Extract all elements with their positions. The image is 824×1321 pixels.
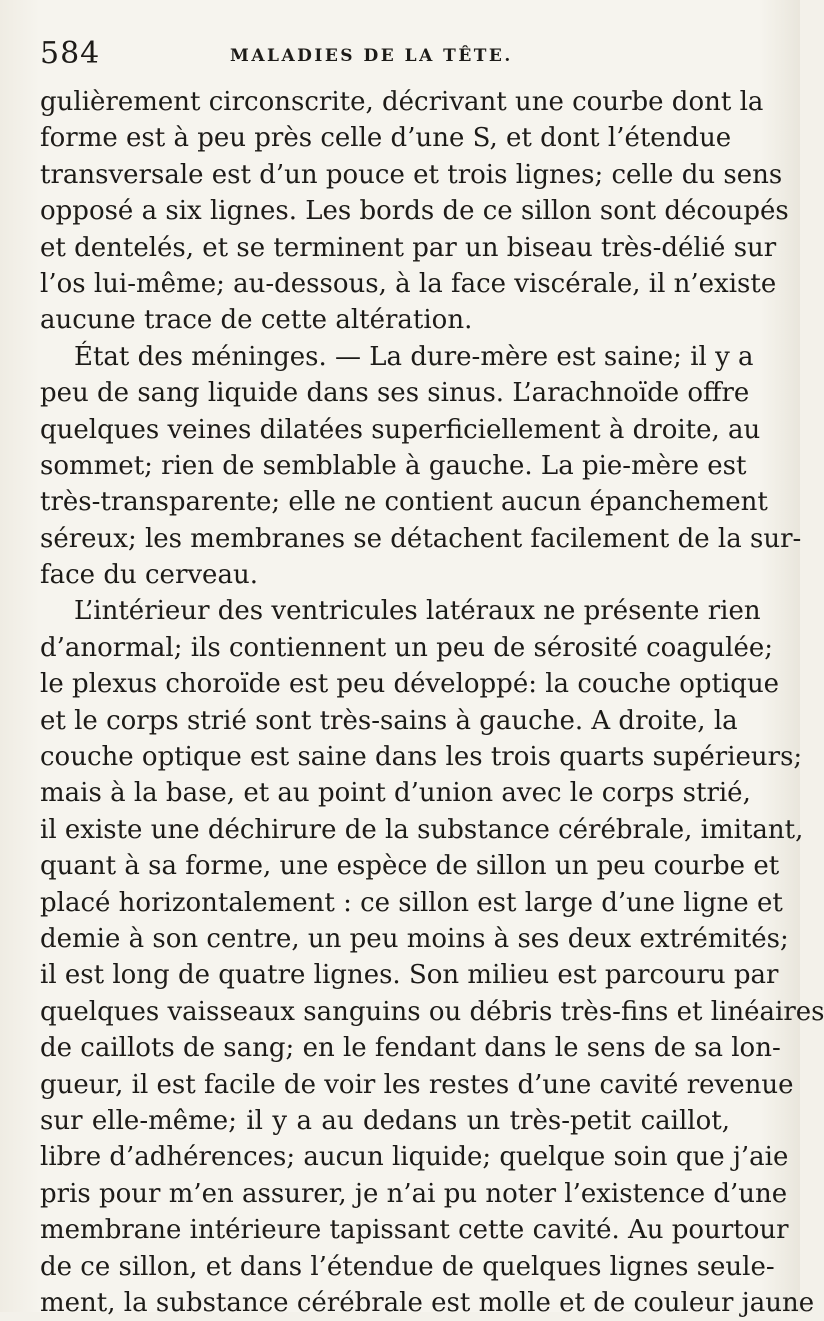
text-line: gueur, il est facile de voir les restes d’une cavité revenue <box>40 1069 794 1100</box>
text-line: de ce sillon, et dans l’étendue de quelques lignes seule- <box>40 1251 775 1282</box>
text-line: l’os lui-même; au-dessous, à la face viscérale, il n’existe <box>40 268 777 299</box>
text-line: et dentelés, et se terminent par un biseau très-délié sur <box>40 232 777 263</box>
text-line: aucune trace de cette altération. <box>40 305 473 336</box>
running-title: MALADIES DE LA TÊTE. <box>230 46 513 66</box>
text-line: couche optique est saine dans les trois quarts supérieurs; <box>40 742 803 773</box>
text-line: membrane intérieure tapissant cette cavité. Au pourtour <box>40 1215 789 1246</box>
text-line: de caillots de sang; en le fendant dans le sens de sa lon- <box>40 1033 781 1064</box>
text-line: libre d’adhérences; aucun liquide; quelque soin que j’aie <box>40 1142 789 1173</box>
text-line: il est long de quatre lignes. Son milieu est parcouru par <box>40 960 779 991</box>
text-line: gulièrement circonscrite, décrivant une courbe dont la <box>40 87 764 117</box>
text-line: d’anormal; ils contiennent un peu de sérosité coagulée; <box>40 632 774 663</box>
text-line: ment, la substance cérébrale est molle et de couleur jaune <box>40 1287 815 1318</box>
page-number: 584 <box>40 36 101 71</box>
text-line: le plexus choroïde est peu développé: la couche optique <box>40 669 780 700</box>
text-line: opposé a six lignes. Les bords de ce sillon sont découpés <box>40 196 789 227</box>
body-text <box>40 84 824 1321</box>
text-line: quelques veines dilatées superficiellement à droite, au <box>40 414 761 445</box>
page-header <box>40 36 740 76</box>
text-line: peu de sang liquide dans ses sinus. L’arachnoïde offre <box>40 378 750 409</box>
text-line: mais à la base, et au point d’union avec le corps strié, <box>40 778 751 809</box>
paragraph-start-line: L’intérieur des ventricules latéraux ne présente rien <box>74 596 761 627</box>
text-line: pris pour m’en assurer, je n’ai pu noter l’existence d’une <box>40 1178 788 1209</box>
text-line: et le corps strié sont très-sains à gauche. A droite, la <box>40 705 738 736</box>
text-line: très-transparente; elle ne contient aucun épanchement <box>40 487 768 518</box>
text-line: face du cerveau. <box>40 560 258 591</box>
text-line: transversale est d’un pouce et trois lignes; celle du sens <box>40 159 783 190</box>
text-line: sommet; rien de semblable à gauche. La pie-mère est <box>40 450 747 481</box>
text-line: sur elle-même; il y a au dedans un très-petit caillot, <box>40 1105 730 1136</box>
text-line: quant à sa forme, une espèce de sillon un peu courbe et <box>40 851 780 882</box>
text-line: placé horizontalement : ce sillon est large d’une ligne et <box>40 887 783 918</box>
text-line: forme est à peu près celle d’une S, et dont l’étendue <box>40 123 732 154</box>
text-line: quelques vaisseaux sanguins ou débris très-fins et linéaires <box>40 996 824 1027</box>
text-line: séreux; les membranes se détachent facilement de la sur- <box>40 523 802 554</box>
section-heading-line: État des méninges. — La dure-mère est saine; il y a <box>74 341 754 372</box>
text-line: demie à son centre, un peu moins à ses deux extrémités; <box>40 923 789 954</box>
text-line: il existe une déchirure de la substance cérébrale, imitant, <box>40 814 804 845</box>
